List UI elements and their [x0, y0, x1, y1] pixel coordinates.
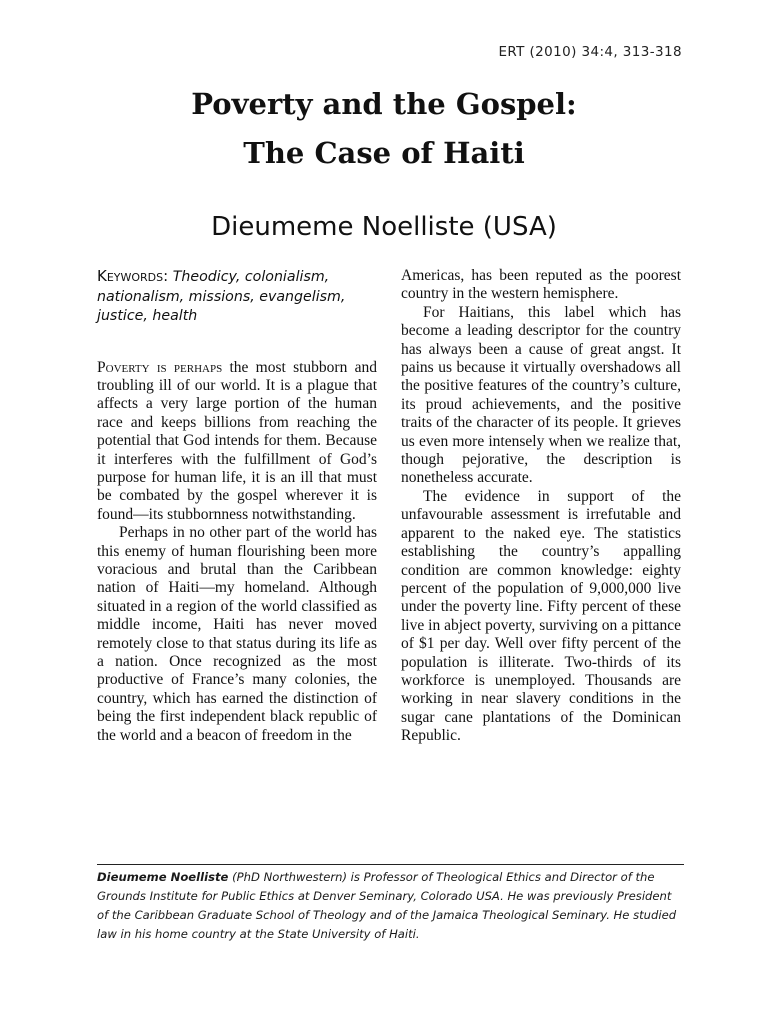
journal-citation: ERT (2010) 34:4, 313-318 [498, 44, 682, 60]
paragraph-3: For Haitians, this label which has become a leading descriptor for the country has always been a cause of great angst. It pains us because it virtually overshadows all the positive features of the country’s culture, its proud achievements, and the positive traits of the character of its people. It grieves us even more intensely when we realize that, though pejorative, the description is nonetheless accurate. [401, 303, 681, 487]
title-line-2: The Case of Haiti [243, 136, 525, 170]
article-title [0, 80, 768, 178]
paragraph-2: Perhaps in no other part of the world has this enemy of human flourishing been more voracious and brutal than the Caribbean nation of Haiti—my homeland. Although situated in a region of the world classified as middle income, Haiti has never moved remotely close to that status during its life as a nation. Once recognized as the most productive of France’s many colonies, the country, which has earned the distinction of being the first independent black republic of the world and a beacon of freedom in the [97, 524, 377, 744]
title-line-1: Poverty and the Gospel: [191, 87, 577, 121]
paragraph-2-continued: Americas, has been reputed as the poorest country in the western hemisphere. [401, 267, 681, 303]
author-footnote [97, 868, 684, 944]
keywords-label: Keywords: [97, 267, 169, 285]
paragraph-1 [97, 359, 377, 525]
paragraph-4: The evidence in support of the unfavourable assessment is irrefutable and apparent to the naked eye. The statistics establishing the country’s appalling condition are common knowledge: eighty percent of the population of 9,000,000 live under the poverty line. Fifty percent of these live in abject poverty, surviving on a pittance of $1 per day. Well over fifty percent of the population is illiterate. Two-thirds of its workforce is unemployed. Thousands are working in near slavery conditions in the sugar cane plantations of the Dominican Republic. [401, 487, 681, 745]
footnote-divider [97, 864, 684, 865]
keywords-text: Theodicy, colonialism, nationalism, missions, evangelism, justice, health [97, 269, 346, 324]
left-column [97, 267, 377, 745]
article-author: Dieumeme Noelliste (USA) [211, 212, 557, 242]
footnote-text: (PhD Northwestern) is Professor of Theological Ethics and Director of the Grounds Institute for Public Ethics at Denver Seminary, Colorado USA. He was previously President of the Caribbean Graduate School of Theology and of the Jamaica Theological Seminary. He studied law in his home country at the State University of Haiti. [97, 870, 677, 941]
footnote-author-name: Dieumeme Noelliste [97, 870, 229, 884]
paragraph-1-lead: Poverty is perhaps [97, 358, 223, 376]
right-column [401, 267, 681, 746]
keywords [97, 267, 377, 327]
paragraph-1-text: the most stubborn and troubling ill of our world. It is a plague that affects a very large portion of the human race and keeps billions from reaching the potential that God intends for them. Because it interferes with the fulfillment of God’s purpose for human life, it is an ill that must be combated by the gospel wherever it is found—its stubbornness notwithstanding. [97, 358, 377, 523]
